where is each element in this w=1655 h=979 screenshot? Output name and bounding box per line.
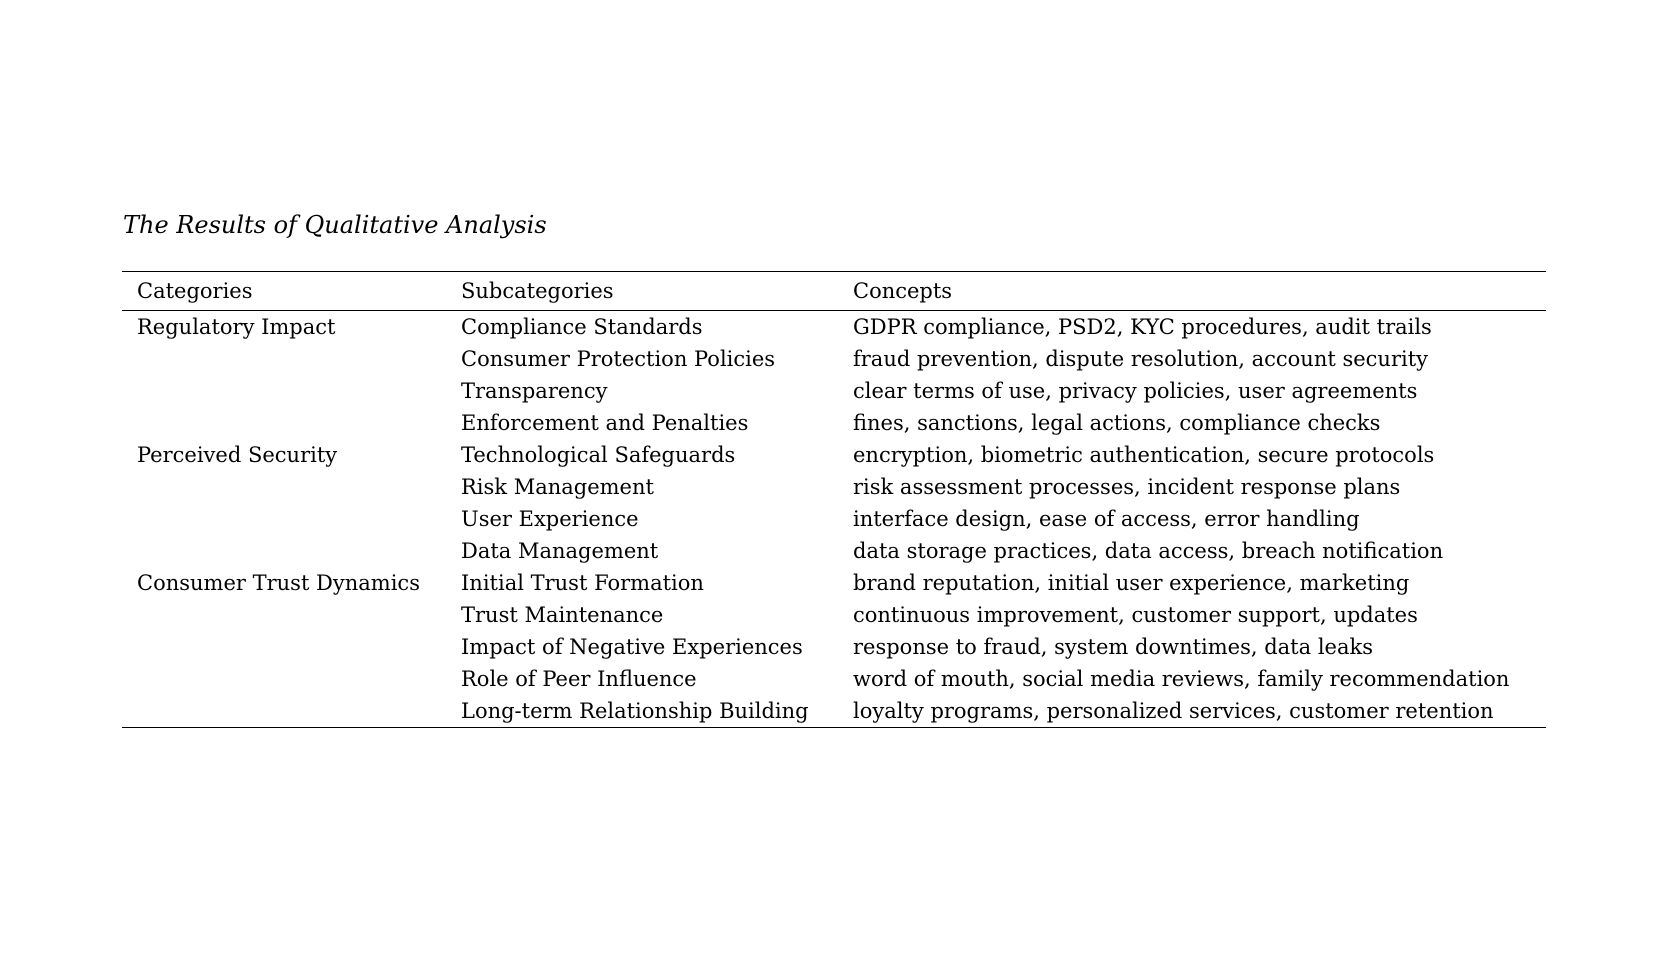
category-cell: Perceived Security <box>137 443 338 467</box>
category-cell <box>122 599 446 631</box>
category-cell <box>122 663 446 695</box>
category-cell <box>122 631 446 663</box>
category-cell <box>122 471 446 503</box>
subcategory-cell: User Experience <box>461 507 639 531</box>
category-cell <box>122 535 446 567</box>
subcategory-cell: Impact of Negative Experiences <box>461 635 803 659</box>
table-row <box>122 503 1546 535</box>
table-row <box>122 311 1546 344</box>
subcategory-cell: Long-term Relationship Building <box>461 699 809 723</box>
table-row <box>122 471 1546 503</box>
concepts-cell: clear terms of use, privacy policies, user agreements <box>853 379 1418 403</box>
category-cell <box>122 695 446 728</box>
subcategory-cell: Transparency <box>461 379 608 403</box>
subcategory-cell: Role of Peer Influence <box>461 667 697 691</box>
concepts-cell: continuous improvement, customer support, updates <box>853 603 1418 627</box>
category-cell <box>122 375 446 407</box>
table-body <box>122 311 1546 728</box>
subcategory-cell: Data Management <box>461 539 659 563</box>
table-row <box>122 439 1546 471</box>
table-row <box>122 343 1546 375</box>
table-row <box>122 375 1546 407</box>
subcategory-cell: Initial Trust Formation <box>461 571 704 595</box>
table-row <box>122 695 1546 728</box>
subcategory-cell: Consumer Protection Policies <box>461 347 776 371</box>
concepts-cell: data storage practices, data access, breach notification <box>853 539 1444 563</box>
table-row <box>122 631 1546 663</box>
concepts-cell: interface design, ease of access, error handling <box>853 507 1360 531</box>
category-cell <box>122 407 446 439</box>
subcategory-cell: Compliance Standards <box>461 315 703 339</box>
subcategory-cell: Enforcement and Penalties <box>461 411 749 435</box>
table-row <box>122 535 1546 567</box>
results-table <box>122 271 1546 728</box>
concepts-cell: encryption, biometric authentication, secure protocols <box>853 443 1435 467</box>
category-cell: Consumer Trust Dynamics <box>137 571 420 595</box>
category-cell: Regulatory Impact <box>137 315 336 339</box>
concepts-cell: GDPR compliance, PSD2, KYC procedures, audit trails <box>853 315 1432 339</box>
header-concepts: Concepts <box>853 279 953 303</box>
concepts-cell: fraud prevention, dispute resolution, account security <box>853 347 1429 371</box>
header-categories: Categories <box>137 279 253 303</box>
subcategory-cell: Trust Maintenance <box>461 603 664 627</box>
table-row <box>122 599 1546 631</box>
table-caption: The Results of Qualitative Analysis <box>123 211 547 239</box>
concepts-cell: risk assessment processes, incident response plans <box>853 475 1401 499</box>
table-row <box>122 407 1546 439</box>
header-row <box>122 272 1546 311</box>
table-row <box>122 663 1546 695</box>
category-cell <box>122 503 446 535</box>
subcategory-cell: Technological Safeguards <box>461 443 736 467</box>
category-cell <box>122 343 446 375</box>
concepts-cell: word of mouth, social media reviews, family recommendation <box>853 667 1510 691</box>
table-row <box>122 567 1546 599</box>
header-subcategories: Subcategories <box>461 279 614 303</box>
table-header <box>122 272 1546 311</box>
concepts-cell: fines, sanctions, legal actions, compliance checks <box>853 411 1381 435</box>
concepts-cell: loyalty programs, personalized services, customer retention <box>853 699 1494 723</box>
subcategory-cell: Risk Management <box>461 475 654 499</box>
concepts-cell: response to fraud, system downtimes, data leaks <box>853 635 1373 659</box>
concepts-cell: brand reputation, initial user experience, marketing <box>853 571 1410 595</box>
